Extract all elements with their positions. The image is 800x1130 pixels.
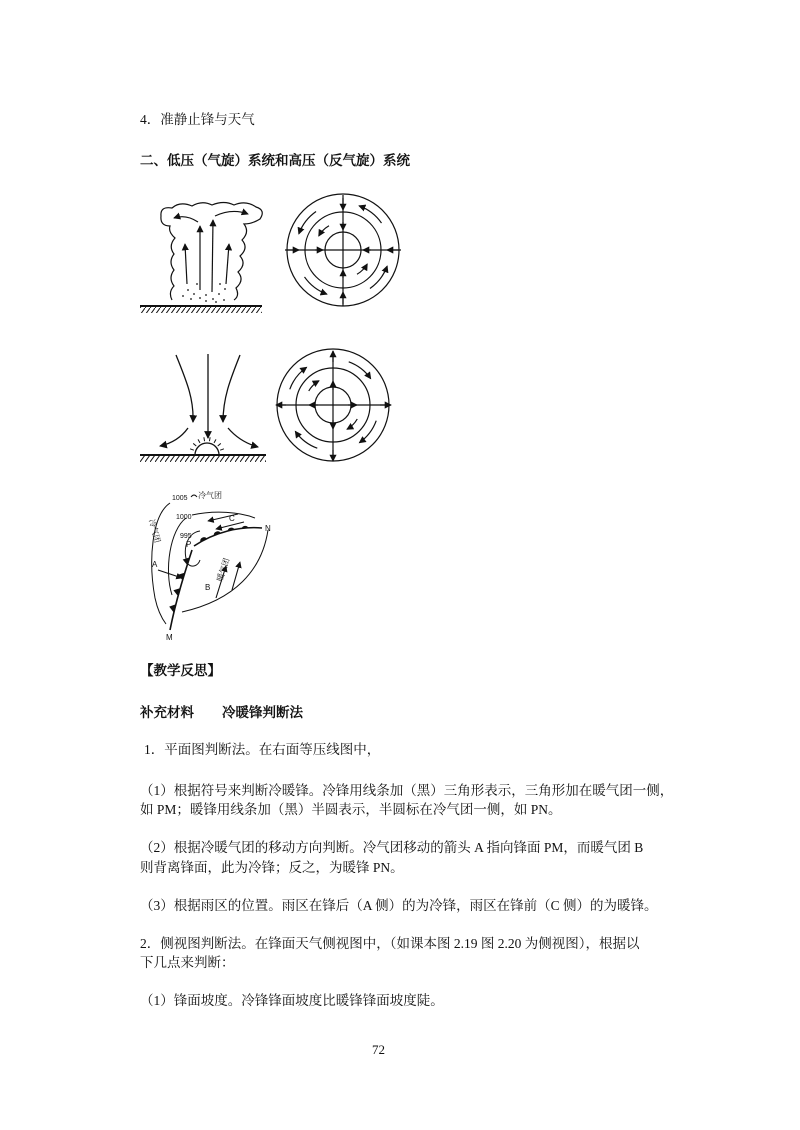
point-b-label: B <box>205 583 211 592</box>
cold-air-mass-top-label: 冷气团 <box>198 491 222 500</box>
section-4-heading: 4．准静止锋与天气 <box>140 112 255 127</box>
item-1-line-2: 如 PM；暖锋用线条加（黑）半圆表示，半圆标在冷气团一侧，如 PN。 <box>140 802 562 817</box>
supplement-title: 冷暖锋判断法 <box>222 705 303 720</box>
sun-rays <box>190 437 224 450</box>
ground-hatching <box>140 306 262 313</box>
page-number: 72 <box>372 1042 385 1057</box>
warm-air-mass-label: 暖气团 <box>215 557 232 583</box>
rising-air-side-diagram <box>140 203 262 314</box>
sun-icon <box>195 443 219 455</box>
high-pressure-plan-diagram <box>276 349 391 461</box>
item-2-line-2: 则背离锋面，此为冷锋；反之，为暖锋 PN。 <box>140 860 404 875</box>
downdraft-arrows <box>160 354 258 447</box>
point-a-label: A <box>152 560 158 569</box>
point-p-label: P <box>186 540 192 549</box>
isobar-1000-label: 1000 <box>176 514 192 521</box>
point-m-label: M <box>166 633 173 642</box>
method-2-item-1: （1）锋面坡度。冷锋锋面坡度比暖锋锋面坡度陡。 <box>140 993 444 1008</box>
section-2-heading: 二、低压（气旋）系统和高压（反气旋）系统 <box>140 153 410 168</box>
item-1-line-1: （1）根据符号来判断冷暖锋。冷锋用线条加（黑）三角形表示，三角形加在暖气团一侧， <box>140 783 674 798</box>
method-2-line-2: 下几点来判断： <box>140 955 235 970</box>
method-1-paragraph: 1．平面图判断法。在右面等压线图中， <box>144 742 381 757</box>
supplement-label: 补充材料 <box>140 705 194 720</box>
point-c-label: C <box>229 514 235 523</box>
ground-hatching <box>140 455 266 462</box>
point-n-label: N <box>265 524 271 533</box>
isobars <box>152 495 268 624</box>
reflection-heading: 【教学反思】 <box>140 663 221 678</box>
isobar-1005-label: 1005 <box>172 495 188 502</box>
rain-dots <box>182 283 226 303</box>
method-2-line-1: 2．侧视图判断法。在锋面天气侧视图中，（如课本图 2.19 图 2.20 为侧视图），根据以 <box>140 936 640 951</box>
frontal-cyclone-diagram <box>147 490 271 642</box>
cold-front-line <box>170 550 192 630</box>
descending-air-side-diagram <box>140 354 266 462</box>
low-pressure-plan-diagram <box>285 194 401 306</box>
cold-air-mass-left-label: 冷气团 <box>147 518 162 544</box>
isobar-995-label: 995 <box>180 533 192 540</box>
updraft-arrows <box>174 211 248 292</box>
weather-system-figures <box>130 185 420 650</box>
air-movement-arrows <box>158 514 244 598</box>
item-2-line-1: （2）根据冷暖气团的移动方向判断。冷气团移动的箭头 A 指向锋面 PM，而暖气团 B <box>140 840 644 855</box>
item-3-paragraph: （3）根据雨区的位置。雨区在锋后（A 侧）的为冷锋，雨区在锋前（C 侧）的为暖锋。 <box>140 898 658 913</box>
